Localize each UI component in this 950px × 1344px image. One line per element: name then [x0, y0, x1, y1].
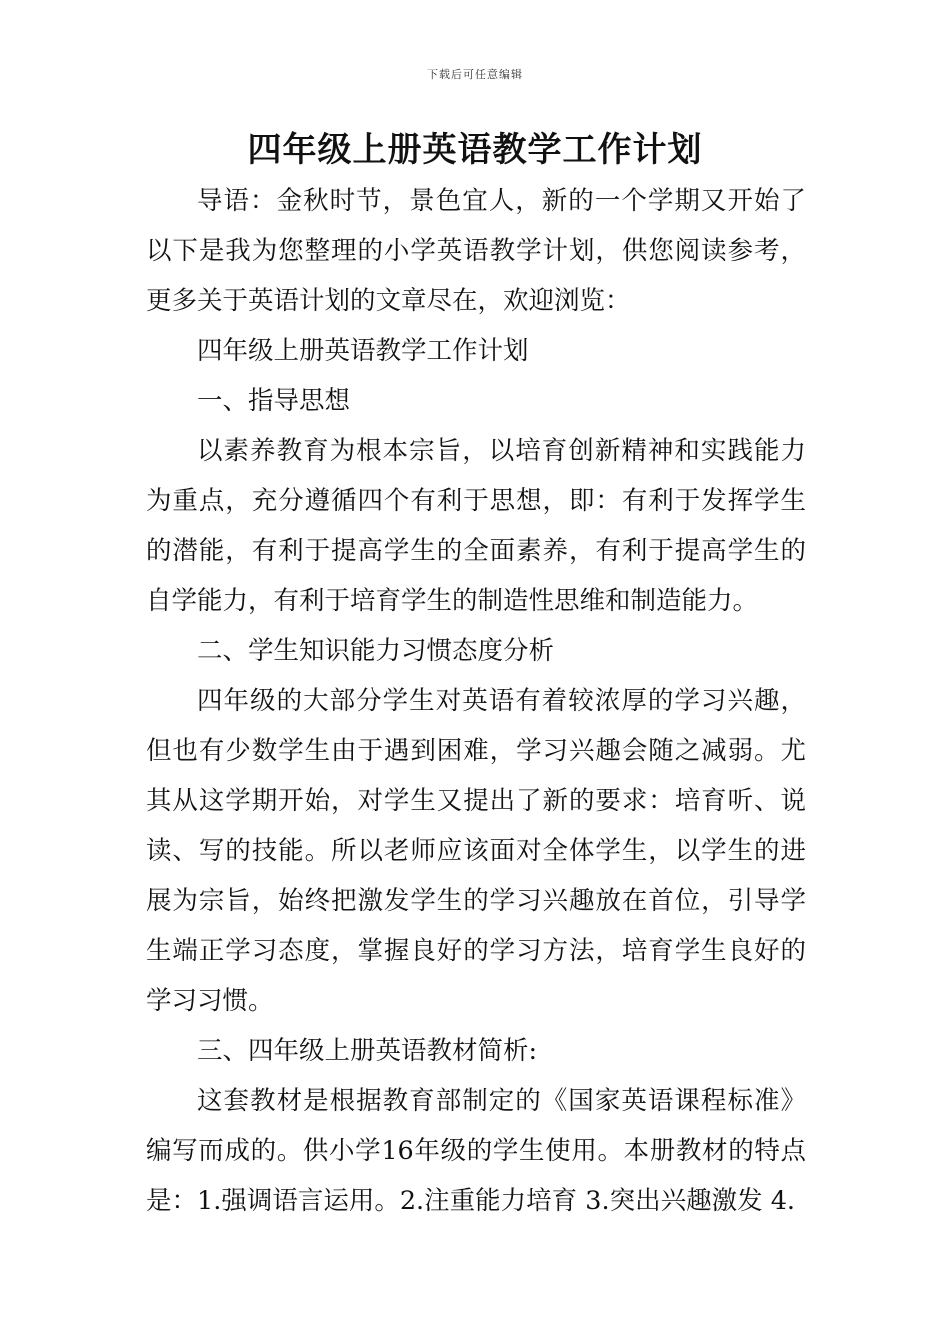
paragraph-student-analysis: 四年级的大部分学生对英语有着较浓厚的学习兴趣，但也有少数学生由于遇到困难，学习兴趣会随之减弱。尤其从这学期开始，对学生又提出了新的要求：培育听、说读、写的技能。所以老师应该面对全体学生，以学生的进展为宗旨，始终把激发学生的学习兴趣放在首位，引导学生端正学习态度，掌握良好的学习方法，培育学生良好的学习习惯。 — [146, 686, 806, 1016]
section-heading-1: 一、指导思想 — [197, 386, 351, 416]
section-heading-2: 二、学生知识能力习惯态度分析 — [197, 636, 555, 666]
paragraph-textbook-analysis: 这套教材是根据教育部制定的《国家英语课程标准》编写而成的。供小学16年级的学生使用。本册教材的特点是：1.强调语言运用。2.注重能力培育 3.突出兴趣激发 4. — [146, 1086, 806, 1216]
header-note: 下载后可任意编辑 — [427, 68, 523, 81]
document-title: 四年级上册英语教学工作计划 — [247, 130, 703, 170]
paragraph-intro: 导语：金秋时节，景色宜人，新的一个学期又开始了以下是我为您整理的小学英语教学计划，供您阅读参考，更多关于英语计划的文章尽在，欢迎浏览： — [146, 186, 806, 316]
paragraph-subtitle: 四年级上册英语教学工作计划 — [197, 336, 529, 366]
document-body — [146, 176, 806, 1226]
section-heading-3: 三、四年级上册英语教材简析: — [197, 1036, 538, 1066]
paragraph-guiding-thought: 以素养教育为根本宗旨，以培育创新精神和实践能力为重点，充分遵循四个有利于思想，即：有利于发挥学生的潜能，有利于提高学生的全面素养，有利于提高学生的自学能力，有利于培育学生的制造性思维和制造能力。 — [146, 436, 806, 616]
